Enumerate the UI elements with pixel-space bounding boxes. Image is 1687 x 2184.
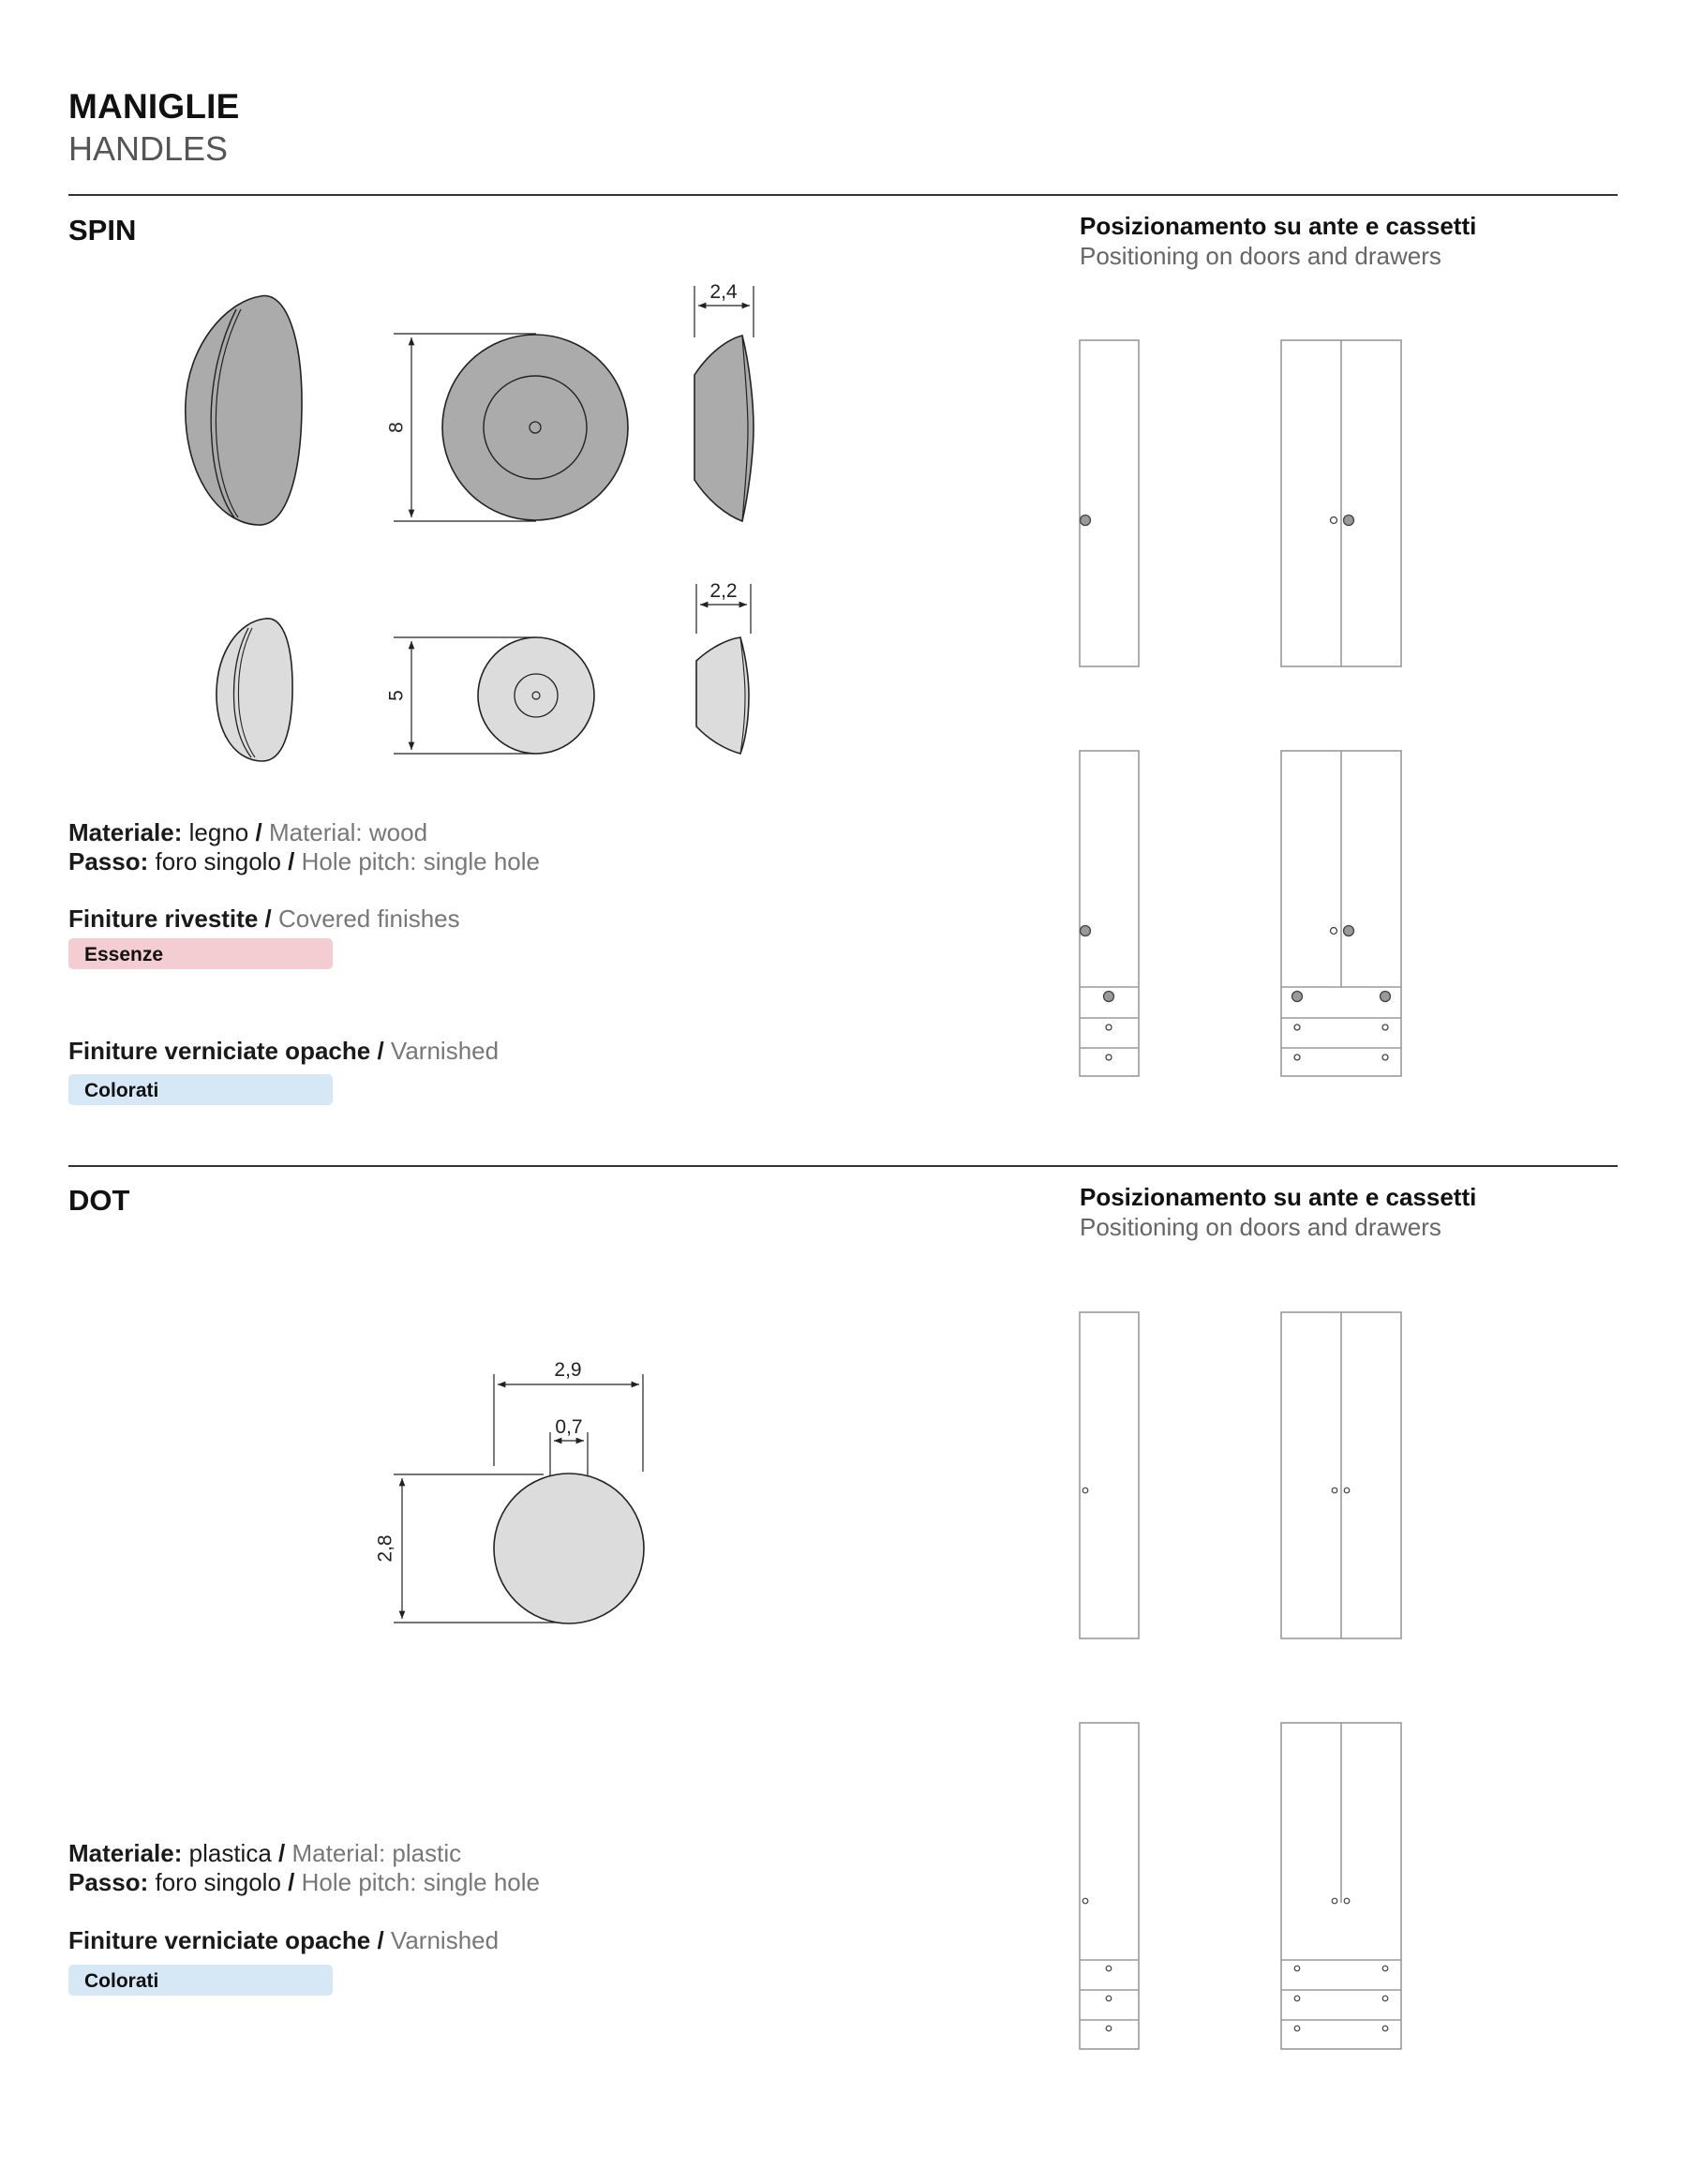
- spin-material: Materiale: legno / Material: wood: [68, 818, 428, 846]
- dot-hole-pitch: Passo: foro singolo / Hole pitch: single hole: [68, 1868, 541, 1896]
- page-subtitle: HANDLES: [68, 129, 229, 168]
- spin-cabinet-single-door: [1080, 340, 1139, 666]
- spin-finish-tag-colorati[interactable]: Colorati: [68, 1074, 333, 1105]
- spin-varnished-finishes: Finiture verniciate opache / Varnished: [68, 1037, 500, 1065]
- spin-large-perspective: [186, 296, 302, 526]
- dot-material: Materiale: plastica / Material: plastic: [68, 1839, 462, 1867]
- spin-small-side: [696, 584, 751, 754]
- dot-technical-drawing: [0, 1162, 1687, 2184]
- spin-section-title: SPIN: [68, 214, 137, 247]
- dot-finish-tag-colorati[interactable]: Colorati: [68, 1965, 333, 1996]
- dot-width-label: 2,9: [554, 1359, 582, 1381]
- spin-small-depth-label: 2,2: [709, 580, 738, 602]
- dot-positioning-title: Posizionamento su ante e cassetti: [1080, 1183, 1477, 1211]
- dot-cabinets: [1080, 1312, 1401, 2049]
- dot-section-title: DOT: [68, 1184, 130, 1217]
- spin-finish-tag-essenze[interactable]: Essenze: [68, 938, 333, 969]
- spin-hole-pitch: Passo: foro singolo / Hole pitch: single hole: [68, 847, 541, 875]
- dot-cabinet-single-door: [1080, 1312, 1139, 1638]
- dot-height-label: 2,8: [374, 1534, 396, 1563]
- spin-positioning-subtitle: Positioning on doors and drawers: [1080, 242, 1441, 270]
- dot-front-view: [394, 1374, 644, 1623]
- spin-small-front: [394, 637, 594, 754]
- dot-neck-label: 0,7: [555, 1416, 583, 1438]
- spin-large-height-label: 8: [385, 422, 408, 433]
- spin-small-perspective: [216, 619, 292, 761]
- spin-large-depth-label: 2,4: [709, 281, 738, 303]
- spin-large-side: [694, 286, 754, 521]
- spin-large-front: [394, 334, 628, 521]
- spin-cabinets: [1080, 340, 1401, 1076]
- dot-positioning-subtitle: Positioning on doors and drawers: [1080, 1213, 1441, 1241]
- spin-positioning-title: Posizionamento su ante e cassetti: [1080, 212, 1477, 240]
- dot-varnished-finishes: Finiture verniciate opache / Varnished: [68, 1926, 500, 1954]
- spin-small-height-label: 5: [385, 690, 408, 701]
- spin-covered-finishes: Finiture rivestite / Covered finishes: [68, 905, 460, 933]
- page-title: MANIGLIE: [68, 87, 240, 126]
